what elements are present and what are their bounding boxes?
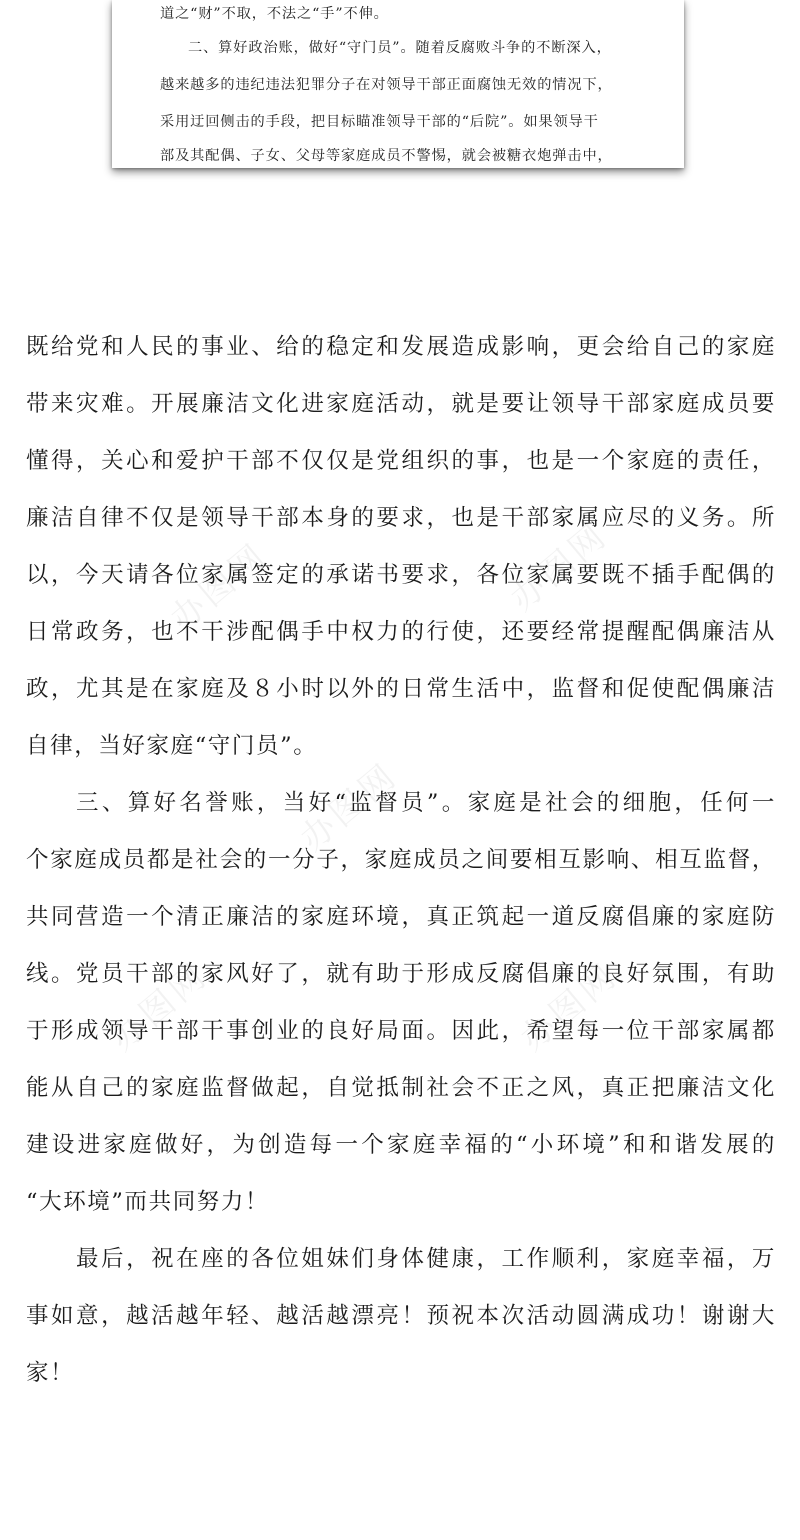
watermark: 办图网 [162,535,276,640]
preview-line: 采用迂回侧击的手段，把目标瞄准领导干部的“后院”。如果领导干 [160,114,599,130]
preview-line: 越来越多的违纪违法犯罪分子在对领导干部正面腐蚀无效的情况下， [160,77,613,93]
body-line: 懂得，关心和爱护干部不仅仅是党组织的事，也是一个家庭的责任， [26,448,776,474]
document-preview-card [112,0,684,168]
body-line: 能从自己的家庭监督做起，自觉抵制社会不正之风，真正把廉洁文化 [26,1075,776,1101]
body-line: 廉洁自律不仅是领导干部本身的要求，也是干部家属应尽的义务。所 [26,505,776,531]
watermark: 办图网 [102,955,216,1060]
body-line: 个家庭成员都是社会的一分子，家庭成员之间要相互影响、相互监督， [26,847,776,873]
body-line: 建设进家庭做好，为创造每一个家庭幸福的“小环境”和和谐发展的 [26,1132,776,1158]
preview-line: 部及其配偶、子女、父母等家庭成员不警惕，就会被糖衣炮弹击中， [160,148,613,164]
preview-line: 道之“财”不取，不法之“手”不伸。 [160,6,389,22]
body-line: 家！ [26,1360,75,1386]
closing-line: 最后，祝在座的各位姐妹们身体健康，工作顺利，家庭幸福，万 [76,1246,776,1272]
watermark: 办图网 [512,955,626,1060]
body-line: 共同营造一个清正廉洁的家庭环境，真正筑起一道反腐倡廉的家庭防 [26,904,776,930]
watermark: 办图网 [292,755,406,860]
body-line: 日常政务，也不干涉配偶手中权力的行使，还要经常提醒配偶廉洁从 [26,619,776,645]
body-line: 于形成领导干部干事创业的良好局面。因此，希望每一位干部家属都 [26,1018,776,1044]
watermark: 办图网 [502,515,616,620]
body-line: 政，尤其是在家庭及８小时以外的日常生活中，监督和促使配偶廉洁 [26,676,776,702]
body-line: 带来灾难。开展廉洁文化进家庭活动，就是要让领导干部家庭成员要 [26,391,776,417]
preview-line: 二、算好政治账，做好“守门员”。随着反腐败斗争的不断深入， [188,40,612,56]
body-line: 线。党员干部的家风好了，就有助于形成反腐倡廉的良好氛围，有助 [26,961,776,987]
body-line: “大环境”而共同努力！ [26,1189,270,1215]
body-line: 以，今天请各位家属签定的承诺书要求，各位家属要既不插手配偶的 [26,562,776,588]
body-line: 自律，当好家庭“守门员”。 [26,733,318,759]
body-line: 事如意，越活越年轻、越活越漂亮！预祝本次活动圆满成功！谢谢大 [26,1303,776,1329]
body-line: 既给党和人民的事业、给的稳定和发展造成影响，更会给自己的家庭 [26,334,776,360]
section-heading-line: 三、算好名誉账，当好“监督员”。家庭是社会的细胞，任何一 [76,790,776,816]
